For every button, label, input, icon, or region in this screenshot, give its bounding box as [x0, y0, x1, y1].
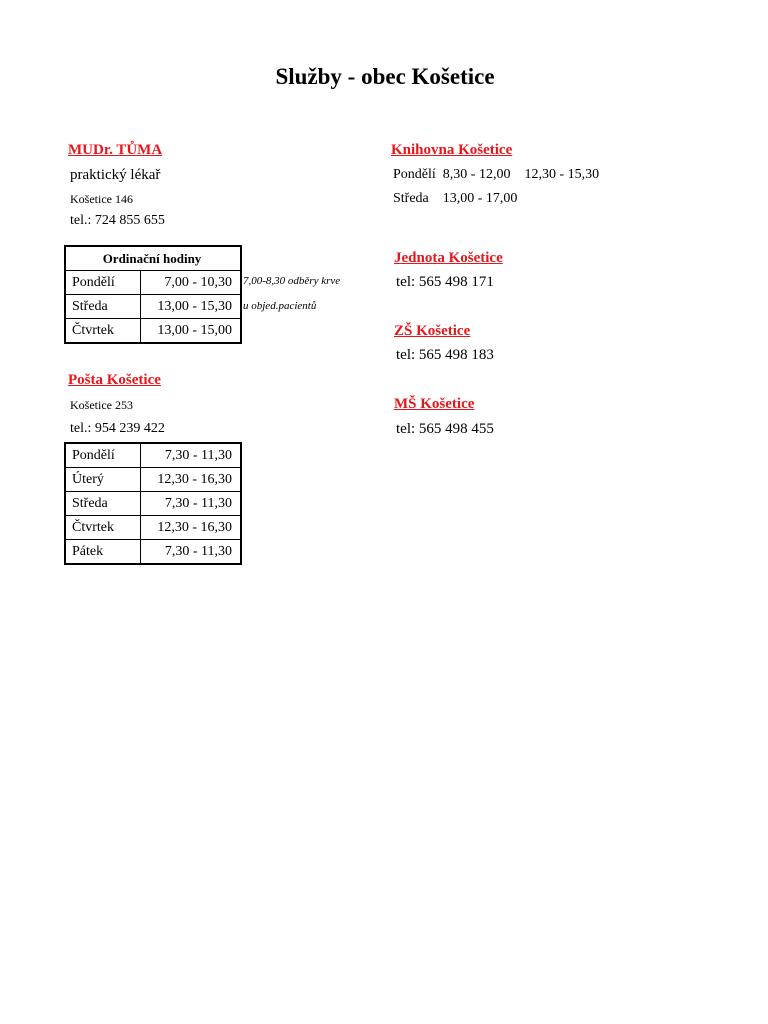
table-row [65, 443, 241, 468]
doctor-address: Košetice 146 [70, 192, 133, 206]
table-row [65, 295, 241, 319]
time-cell: 7,30 - 11,30 [141, 443, 242, 468]
library-hours-line1: Pondělí 8,30 - 12,00 12,30 - 15,30 [393, 167, 600, 182]
doctor-hours-table [64, 245, 242, 344]
doctor-note-line2: u objed.pacientů [243, 300, 317, 312]
table-row [65, 271, 241, 295]
post-hours-table [64, 442, 242, 565]
day-cell: Středa [65, 492, 141, 516]
ms-phone: tel: 565 498 455 [396, 421, 494, 437]
time-cell: 13,00 - 15,30 [141, 295, 242, 319]
day-cell: Čtvrtek [65, 319, 141, 344]
ms-heading: MŠ Košetice [394, 396, 475, 412]
table-row [65, 516, 241, 540]
zs-phone: tel: 565 498 183 [396, 347, 494, 363]
time-cell: 12,30 - 16,30 [141, 516, 242, 540]
zs-heading: ZŠ Košetice [394, 323, 471, 339]
table-row [65, 319, 241, 344]
post-address: Košetice 253 [70, 398, 133, 412]
time-cell: 7,30 - 11,30 [141, 540, 242, 565]
day-cell: Pátek [65, 540, 141, 565]
day-cell: Čtvrtek [65, 516, 141, 540]
table-row [65, 540, 241, 565]
time-cell: 12,30 - 16,30 [141, 468, 242, 492]
library-heading: Knihovna Košetice [391, 142, 513, 158]
time-cell: 13,00 - 15,00 [141, 319, 242, 344]
doctor-role: praktický lékař [70, 167, 161, 183]
doctor-hours-header: Ordinační hodiny [65, 246, 241, 271]
page-title: Služby - obec Košetice [275, 64, 495, 89]
table-row [65, 492, 241, 516]
jednota-heading: Jednota Košetice [394, 250, 503, 266]
day-cell: Úterý [65, 468, 141, 492]
doctor-heading: MUDr. TŮMA [68, 142, 163, 158]
library-hours-line2: Středa 13,00 - 17,00 [393, 191, 518, 206]
doctor-phone: tel.: 724 855 655 [70, 213, 165, 228]
jednota-phone: tel: 565 498 171 [396, 274, 494, 290]
day-cell: Pondělí [65, 271, 141, 295]
post-phone: tel.: 954 239 422 [70, 421, 165, 436]
time-cell: 7,00 - 10,30 [141, 271, 242, 295]
day-cell: Středa [65, 295, 141, 319]
doctor-note-line1: 7,00-8,30 odběry krve [243, 275, 341, 287]
table-row [65, 468, 241, 492]
day-cell: Pondělí [65, 443, 141, 468]
post-heading: Pošta Košetice [68, 372, 161, 388]
time-cell: 7,30 - 11,30 [141, 492, 242, 516]
